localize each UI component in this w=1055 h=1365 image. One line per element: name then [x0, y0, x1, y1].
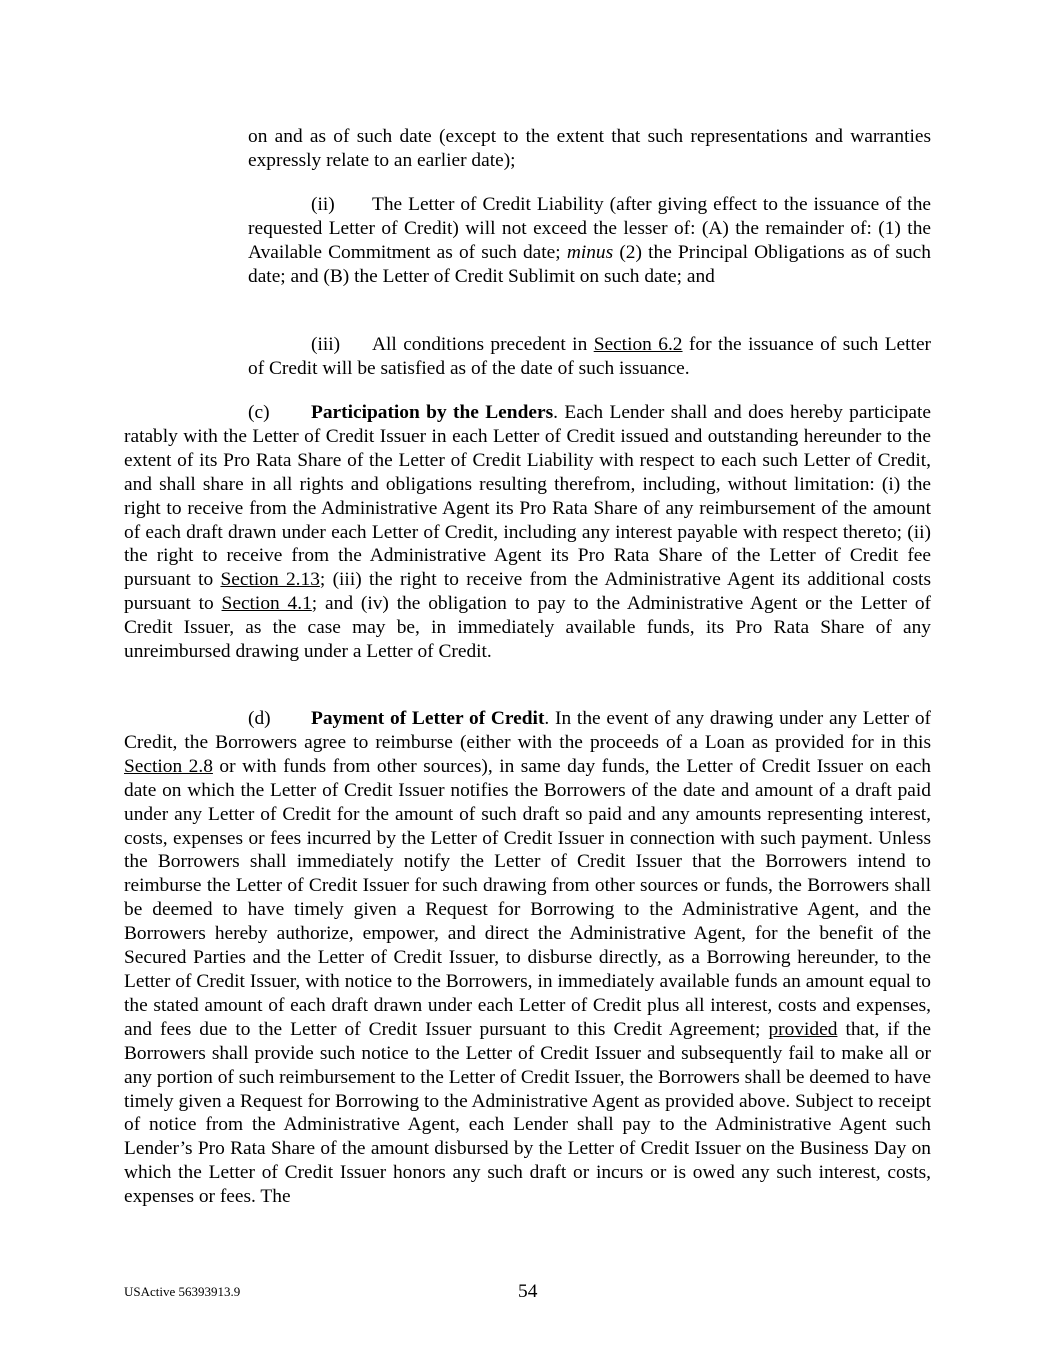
section-reference: Section 2.8: [124, 755, 213, 777]
paragraph-continuation: on and as of such date (except to the extent that such representations and warranties expressly relate to an earlier date);: [248, 126, 931, 171]
paragraph-ii: (ii) The Letter of Credit Liability (after giving effect to the issuance of the requested Letter of Credit) will not exceed the lesser of: (A) the remainder of: (1) the Available Commitment as of such date; minus (2) the Principal Obligations as of such date; and (B) the Letter of Credit Sublimit on such date; and: [248, 194, 931, 287]
provided-term: provided: [768, 1018, 838, 1040]
clause-heading: Participation by the Lenders: [311, 402, 554, 423]
section-reference: Section 6.2: [593, 334, 683, 355]
clause-number-iii: (iii): [311, 334, 341, 355]
paragraph-c: (c) Participation by the Lenders. Each Lender shall and does hereby participate ratably with the Letter of Credit Issuer in each Letter of Credit issued and outstanding hereunder to the extent of its Pro Rata Share of the Letter of Credit Liability with respect to each such Letter of Credit, and shall share in all rights and obligations resulting therefrom, including, without limitation: (i) the right to receive from the Administrative Agent its Pro Rata Share of any reimbursement of the amount of each draft drawn under each Letter of Credit, including any interest payable with respect thereto; (ii) the right to receive from the Administrative Agent its Pro Rata Share of the Letter of Credit fee pursuant to Section 2.13; (iii) the right to receive from the Administrative Agent its additional costs pursuant to Section 4.1; and (iv) the obligation to pay to the Administrative Agent or the Letter of Credit Issuer, as the case may be, in immediately available funds, its Pro Rata Share of any unreimbursed drawing under a Letter of Credit.: [124, 402, 932, 663]
clause-number-ii: (ii): [311, 194, 335, 215]
clause-number-d: (d): [248, 708, 271, 729]
section-reference: Section 4.1: [221, 593, 312, 615]
paragraph-iii: (iii) All conditions precedent in Section 6.2 for the issuance of such Letter of Credit will be satisfied as of the date of such issuance.: [248, 334, 932, 379]
clause-number-c: (c): [248, 402, 270, 423]
paragraph-d: (d) Payment of Letter of Credit. In the event of any drawing under any Letter of Credit, the Borrowers agree to reimburse (either with the proceeds of a Loan as provided for in this Section 2.8 or with funds from other sources), in same day funds, the Letter of Credit Issuer on each date on which the Letter of Credit Issuer notifies the Borrowers of the date and amount of a draft paid under any Letter of Credit for the amount of such draft so paid and any amounts representing interest, costs, expenses or fees incurred by the Letter of Credit Issuer in connection with such payment. Unless the Borrowers shall immediately notify the Letter of Credit Issuer that the Borrowers intend to reimburse the Letter of Credit Issuer for such drawing from other sources or funds, the Borrowers shall be deemed to have timely given a Request for Borrowing to the Administrative Agent, and the Borrowers hereby authorize, empower, and direct the Administrative Agent, for the benefit of the Secured Parties and the Letter of Credit Issuer, to disburse directly, as a Borrowing hereunder, to the Letter of Credit Issuer, with notice to the Borrowers, in immediately available funds an amount equal to the stated amount of each draft drawn under each Letter of Credit plus all interest, costs and expenses, and fees due to the Letter of Credit Issuer pursuant to this Credit Agreement; provided that, if the Borrowers shall provide such notice to the Letter of Credit Issuer and subsequently fail to make all or any portion of such reimbursement to the Letter of Credit Issuer, the Borrowers shall be deemed to have timely given a Request for Borrowing to the Administrative Agent as provided above. Subject to receipt of notice from the Administrative Agent, each Lender shall pay to the Administrative Agent such Lender’s Pro Rata Share of the amount disbursed by the Letter of Credit Issuer on the Business Day on which the Letter of Credit Issuer honors any such draft or incurs or is owed any such interest, costs, expenses or fees. The: [124, 708, 931, 1208]
footer-document-id: USActive 56393913.9: [124, 1284, 241, 1299]
section-reference: Section 2.13: [220, 569, 320, 591]
footer-page-number: 54: [518, 1281, 538, 1302]
clause-heading: Payment of Letter of Credit: [311, 708, 545, 729]
